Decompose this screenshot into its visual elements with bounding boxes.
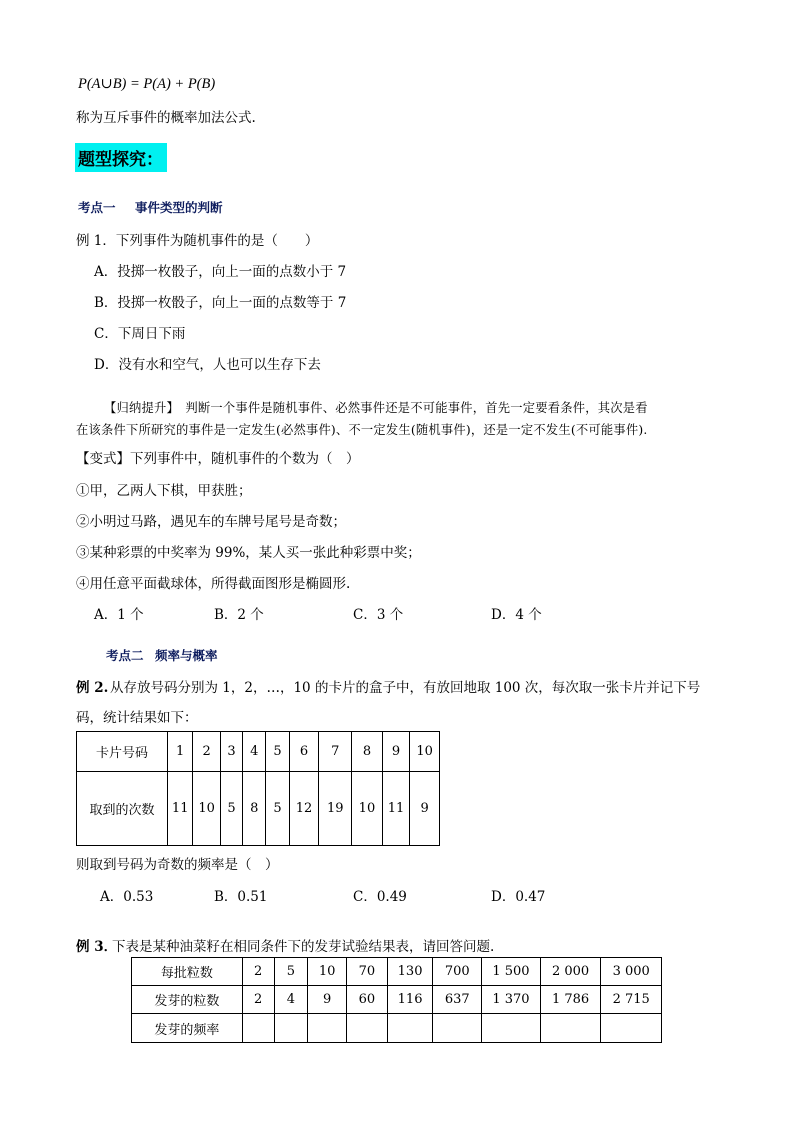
- variant-choice-b: B．2 个: [214, 607, 264, 623]
- example1-stem: 例 1．下列事件为随机事件的是（ ）: [76, 233, 319, 249]
- table-cell: 3: [220, 732, 242, 772]
- table-cell: 10: [352, 772, 383, 846]
- table-cell: 4: [274, 986, 308, 1014]
- example1-option-a: A．投掷一枚骰子，向上一面的点数小于 7: [94, 264, 347, 280]
- table-cell: 2: [242, 958, 274, 986]
- table-row: [77, 772, 440, 846]
- table-cell: 70: [346, 958, 387, 986]
- topic1-label: 考点一: [78, 200, 116, 215]
- table-cell: 5: [266, 732, 289, 772]
- topic2-label: 考点二: [106, 648, 144, 663]
- germination-table: [131, 957, 662, 1043]
- probability-addition-formula: P(A∪B) = P(A) + P(B): [78, 76, 216, 92]
- example1-option-d: D．没有水和空气，人也可以生存下去: [94, 357, 321, 373]
- table-cell: 2: [242, 986, 274, 1014]
- variant-item-4: ④用任意平面截球体，所得截面图形是椭圆形.: [76, 576, 351, 592]
- table-cell: [433, 1014, 482, 1043]
- table-row: [132, 958, 662, 986]
- table-row: [132, 986, 662, 1014]
- table-row: [77, 732, 440, 772]
- table-cell: 5: [266, 772, 289, 846]
- table-cell: 130: [387, 958, 433, 986]
- table-cell: 2 715: [601, 986, 662, 1014]
- variant-stem: 【变式】下列事件中，随机事件的个数为（ ）: [76, 451, 360, 467]
- table-cell: 1 786: [540, 986, 601, 1014]
- section-heading: 题型探究：: [75, 143, 167, 172]
- table-cell: 12: [289, 772, 319, 846]
- table-cell: 116: [387, 986, 433, 1014]
- example2-choice-d: D．0.47: [491, 889, 546, 905]
- table-row: [132, 1014, 662, 1043]
- example2-question: 则取到号码为奇数的频率是（ ）: [76, 857, 279, 873]
- formula-caption: 称为互斥事件的概率加法公式.: [76, 110, 256, 126]
- summary-line1: 【归纳提升】 判断一个事件是随机事件、必然事件还是不可能事件，首先一定要看条件，其次是看: [104, 401, 648, 415]
- table-cell: 5: [274, 958, 308, 986]
- table-cell: [274, 1014, 308, 1043]
- table-cell: 10: [308, 958, 347, 986]
- table-header-cell: 卡片号码: [77, 732, 168, 772]
- table-cell: 19: [319, 772, 352, 846]
- example1-option-b: B．投掷一枚骰子，向上一面的点数等于 7: [94, 295, 347, 311]
- table-cell: 637: [433, 986, 482, 1014]
- table-cell: [242, 1014, 274, 1043]
- table-cell: 2 000: [540, 958, 601, 986]
- table-cell: 9: [382, 732, 410, 772]
- table-cell: 7: [319, 732, 352, 772]
- example3-stem: 下表是某种油菜籽在相同条件下的发芽试验结果表，请回答问题.: [112, 939, 495, 955]
- table-cell: 6: [289, 732, 319, 772]
- table-cell: 9: [308, 986, 347, 1014]
- table-cell: 700: [433, 958, 482, 986]
- example1-option-c: C．下周日下雨: [94, 326, 186, 342]
- table-cell: 1 500: [482, 958, 541, 986]
- table-cell: 60: [346, 986, 387, 1014]
- variant-choice-c: C．3 个: [353, 607, 404, 623]
- table-cell: [346, 1014, 387, 1043]
- table-cell: 1: [168, 732, 193, 772]
- table-cell: 3 000: [601, 958, 662, 986]
- example2-stem-line2: 码，统计结果如下：: [76, 710, 198, 726]
- table-cell: [601, 1014, 662, 1043]
- example2-stem-line1: 从存放号码分别为 1，2，…，10 的卡片的盒子中，有放回地取 100 次，每次取一张卡片并记下号: [110, 680, 701, 696]
- table-cell: [540, 1014, 601, 1043]
- variant-choice-d: D．4 个: [491, 607, 542, 623]
- table-header-cell: 发芽的粒数: [132, 986, 243, 1014]
- variant-item-3: ③某种彩票的中奖率为 99%，某人买一张此种彩票中奖；: [76, 545, 421, 561]
- summary-line2: 在该条件下所研究的事件是一定发生(必然事件)、不一定发生(随机事件)，还是一定不发生(不可能事件).: [76, 423, 648, 437]
- example2-choice-b: B．0.51: [214, 889, 268, 905]
- table-cell: 11: [168, 772, 193, 846]
- table-cell: 8: [352, 732, 383, 772]
- table-cell: 10: [410, 732, 440, 772]
- table-cell: 5: [220, 772, 242, 846]
- table-cell: 2: [193, 732, 221, 772]
- variant-item-2: ②小明过马路，遇见车的车牌号尾号是奇数；: [76, 514, 346, 530]
- card-count-table: [76, 731, 440, 846]
- example2-choice-c: C．0.49: [353, 889, 407, 905]
- table-cell: 1 370: [482, 986, 541, 1014]
- table-cell: 9: [410, 772, 440, 846]
- table-cell: 8: [243, 772, 266, 846]
- table-cell: [387, 1014, 433, 1043]
- table-cell: 11: [382, 772, 410, 846]
- table-cell: 4: [243, 732, 266, 772]
- variant-item-1: ①甲，乙两人下棋，甲获胜；: [76, 483, 252, 499]
- topic1-title: 事件类型的判断: [135, 200, 223, 215]
- table-cell: [308, 1014, 347, 1043]
- variant-choice-a: A．1 个: [94, 607, 144, 623]
- example2-choice-a: A．0.53: [100, 889, 154, 905]
- table-cell: [482, 1014, 541, 1043]
- topic2-title: 频率与概率: [155, 648, 218, 663]
- table-header-cell: 发芽的频率: [132, 1014, 243, 1043]
- example3-label: 例 3．: [76, 939, 118, 955]
- table-header-cell: 每批粒数: [132, 958, 243, 986]
- table-header-cell: 取到的次数: [77, 772, 168, 846]
- table-cell: 10: [193, 772, 221, 846]
- example2-label: 例 2.: [76, 680, 109, 696]
